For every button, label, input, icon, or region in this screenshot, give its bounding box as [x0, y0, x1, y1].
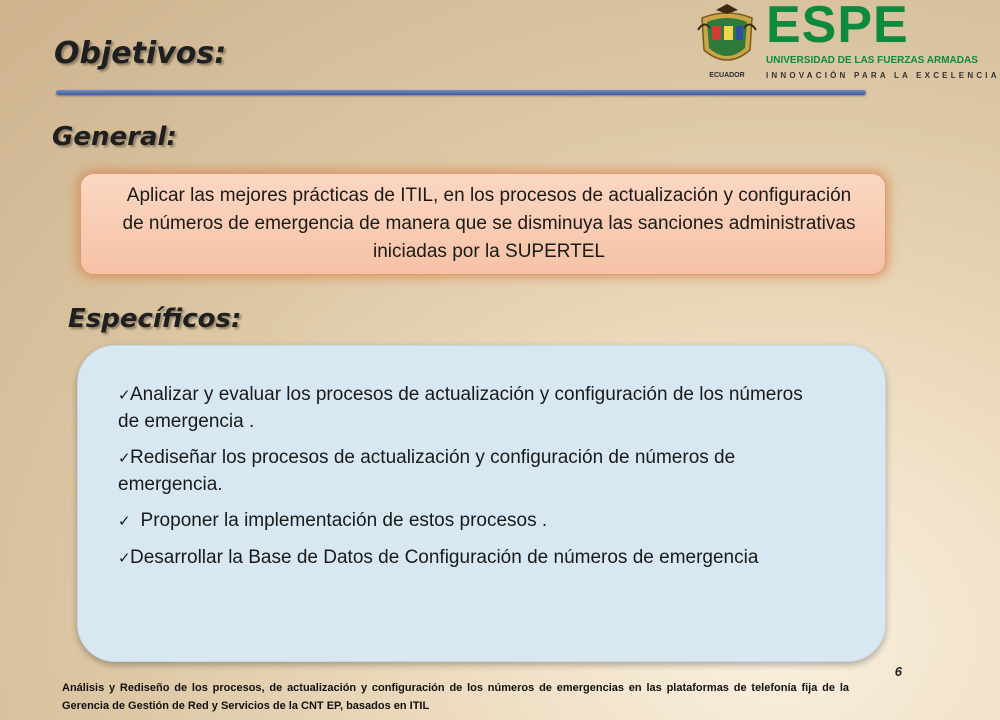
list-item [118, 382, 825, 435]
check-icon: ✓ [118, 550, 131, 567]
brand-subtitle: UNIVERSIDAD DE LAS FUERZAS ARMADAS [766, 55, 978, 66]
objective-text: Proponer la implementación de estos procesos . [130, 510, 548, 531]
crest-label: ECUADOR [709, 72, 745, 79]
brand-name: ESPE [766, 0, 909, 54]
objective-text: Analizar y evaluar los procesos de actualización y configuración de los números de emergencia . [118, 384, 803, 432]
list-item [118, 445, 825, 498]
page-number: 6 [894, 664, 902, 679]
espe-logo [694, 0, 1000, 88]
general-objective-box [80, 173, 886, 275]
espe-crest-icon [694, 2, 760, 82]
title-divider [56, 90, 866, 95]
brand-tagline: INNOVACIÓN PARA LA EXCELENCIA [766, 71, 1000, 80]
check-icon: ✓ [118, 450, 131, 467]
objective-text: Rediseñar los procesos de actualización y configuración de números de emergencia. [118, 447, 736, 495]
check-icon: ✓ [118, 387, 131, 404]
check-icon: ✓ [118, 513, 131, 530]
specific-objectives-box [77, 345, 886, 662]
objective-text: Desarrollar la Base de Datos de Configuración de números de emergencia [130, 547, 759, 568]
general-objective-text: Aplicar las mejores prácticas de ITIL, en los procesos de actualización y configuración de números de emergencia de manera que se disminuya las sanciones administrativas iniciadas por la SUPERTEL [122, 185, 856, 262]
footer-caption: Análisis y Rediseño de los procesos, de actualización y configuración de los números de emergencias en las plataformas de telefonía fija de la Gerencia de Gestión de Red y Servicios de la CNT EP, basados en ITIL [62, 682, 849, 712]
general-heading: General: [52, 122, 177, 152]
specific-heading: Específicos: [68, 304, 242, 334]
list-item [118, 508, 825, 535]
slide-title: Objetivos: [54, 36, 227, 71]
specific-objectives-list [118, 382, 825, 572]
list-item [118, 545, 825, 572]
